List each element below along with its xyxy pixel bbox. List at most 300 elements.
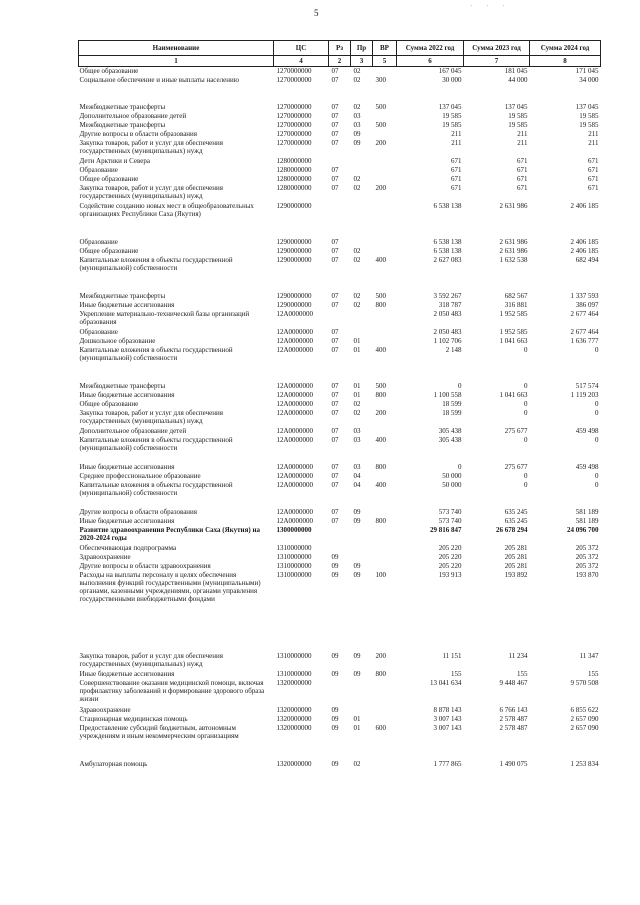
row-rz: 07 <box>331 435 339 444</box>
row-rz: 09 <box>331 669 339 678</box>
row-cs: 12А0000000 <box>276 480 314 489</box>
table-header-row <box>79 41 601 56</box>
row-name: Капитальные вложения в объекты государственной (муниципальной) собственности <box>79 255 233 272</box>
row-pr: 02 <box>353 399 361 408</box>
table-row <box>79 130 601 139</box>
row-name: Образование <box>79 327 118 336</box>
row-sum-2022: 18 599 <box>442 408 462 417</box>
row-pr: 02 <box>353 759 361 768</box>
row-vr <box>373 337 397 346</box>
row-sum-2024: 1 337 593 <box>570 291 599 300</box>
row-pr: 01 <box>353 390 361 399</box>
row-sum-2022: 3 007 143 <box>433 723 462 732</box>
row-rz: 09 <box>331 723 339 732</box>
row-sum-2023: 635 245 <box>504 516 528 525</box>
row-vr: 200 <box>375 183 386 192</box>
row-sum-2023: 19 585 <box>508 120 528 129</box>
row-name: Межбюджетные трансферты <box>79 291 166 300</box>
row-cs: 1290000000 <box>276 201 312 210</box>
row-pr: 03 <box>353 111 361 120</box>
row-sum-2022: 2 627 083 <box>433 255 462 264</box>
row-vr <box>373 130 397 139</box>
table-row <box>79 517 601 526</box>
row-name: Дошкольное образование <box>79 336 156 345</box>
row-sum-2023: 137 045 <box>504 102 528 111</box>
row-sum-2022: 211 <box>451 129 462 138</box>
row-cs: 1290000000 <box>276 255 312 264</box>
row-sum-2022: 8 878 143 <box>433 705 462 714</box>
table-row <box>79 292 601 301</box>
row-vr: 200 <box>375 138 386 147</box>
row-sum-2022: 137 045 <box>438 102 462 111</box>
row-name: Образование <box>79 237 118 246</box>
row-sum-2023: 671 <box>517 174 528 183</box>
row-pr <box>351 310 373 328</box>
row-name: Другие вопросы в области здравоохранения <box>79 561 211 570</box>
row-cs: 1310000000 <box>276 543 312 552</box>
row-pr: 09 <box>353 570 361 579</box>
row-vr: 200 <box>375 651 386 660</box>
row-sum-2024: 671 <box>588 174 599 183</box>
row-cs: 1280000000 <box>276 183 312 192</box>
row-rz: 09 <box>331 561 339 570</box>
row-cs: 1270000000 <box>276 120 312 129</box>
row-vr <box>373 472 397 481</box>
row-pr: 09 <box>353 651 361 660</box>
table-body <box>79 67 601 769</box>
row-vr: 800 <box>375 300 386 309</box>
row-sum-2023: 193 892 <box>504 570 528 579</box>
row-name: Дополнительное образование детей <box>79 426 187 435</box>
row-sum-2022: 3 592 267 <box>433 291 462 300</box>
row-sum-2022: 205 220 <box>438 561 462 570</box>
row-sum-2024: 24 096 700 <box>567 525 599 534</box>
row-rz: 07 <box>331 246 339 255</box>
header-cs: ЦС <box>274 41 329 56</box>
row-sum-2024: 459 498 <box>575 462 599 471</box>
row-cs: 1280000000 <box>276 156 312 165</box>
row-rz: 07 <box>331 291 339 300</box>
row-pr: 03 <box>353 120 361 129</box>
row-name: Предоставление субсидий бюджетным, автономным учреждениям и иным некоммерческим организациям <box>79 723 239 740</box>
row-sum-2022: 205 220 <box>438 543 462 552</box>
row-vr <box>373 526 397 544</box>
row-cs: 12А0000000 <box>276 390 314 399</box>
row-cs: 1290000000 <box>276 300 312 309</box>
row-pr: 02 <box>353 300 361 309</box>
corner-marks: · · · <box>470 2 511 10</box>
row-rz: 07 <box>331 336 339 345</box>
row-pr: 01 <box>353 336 361 345</box>
row-sum-2023: 19 585 <box>508 111 528 120</box>
row-cs: 1270000000 <box>276 138 312 147</box>
row-rz <box>329 679 351 706</box>
row-rz <box>329 202 351 238</box>
table-row <box>79 256 601 292</box>
table-row <box>79 238 601 247</box>
table-row <box>79 139 601 157</box>
row-vr <box>373 562 397 571</box>
row-sum-2024: 211 <box>588 138 599 147</box>
row-name: Закупка товаров, работ и услуг для обеспечения государственных (муниципальных) нужд <box>79 408 223 425</box>
row-rz: 07 <box>331 507 339 516</box>
row-name: Другие вопросы в области образования <box>79 507 198 516</box>
row-name: Капитальные вложения в объекты государственной (муниципальной) собственности <box>79 345 233 362</box>
row-rz: 09 <box>331 570 339 579</box>
row-sum-2023: 211 <box>517 129 528 138</box>
row-cs: 12А0000000 <box>276 462 314 471</box>
row-cs: 12А0000000 <box>276 435 314 444</box>
row-sum-2024: 2 406 185 <box>570 201 599 210</box>
row-name: Другие вопросы в области образования <box>79 129 198 138</box>
row-sum-2024: 0 <box>595 480 599 489</box>
row-name: Капитальные вложения в объекты государственной (муниципальной) собственности <box>79 435 233 452</box>
row-rz: 09 <box>331 651 339 660</box>
table-row <box>79 562 601 571</box>
row-sum-2023: 6 766 143 <box>499 705 528 714</box>
row-rz: 07 <box>331 255 339 264</box>
row-pr: 02 <box>353 75 361 84</box>
row-sum-2024: 211 <box>588 129 599 138</box>
row-sum-2022: 167 045 <box>438 67 462 75</box>
row-sum-2023: 1 952 585 <box>499 309 528 318</box>
table-row <box>79 436 601 463</box>
row-pr: 02 <box>353 291 361 300</box>
table-row <box>79 67 601 76</box>
row-pr: 02 <box>353 67 361 75</box>
row-sum-2024: 155 <box>588 669 599 678</box>
row-sum-2023: 635 245 <box>504 507 528 516</box>
table-row <box>79 184 601 202</box>
row-cs: 12А0000000 <box>276 426 314 435</box>
row-vr <box>373 400 397 409</box>
row-vr: 300 <box>375 75 386 84</box>
row-sum-2024: 19 585 <box>579 120 599 129</box>
row-pr: 03 <box>353 462 361 471</box>
row-cs: 1280000000 <box>276 165 312 174</box>
row-vr: 800 <box>375 390 386 399</box>
row-sum-2024: 1 253 834 <box>570 759 599 768</box>
row-sum-2023: 671 <box>517 165 528 174</box>
row-sum-2022: 573 740 <box>438 516 462 525</box>
row-sum-2024: 2 406 185 <box>570 237 599 246</box>
row-rz <box>329 157 351 166</box>
row-name: Здравоохранение <box>79 705 131 714</box>
table-row <box>79 166 601 175</box>
row-rz: 07 <box>331 462 339 471</box>
header-sum-2024: Сумма 2024 год <box>530 41 601 56</box>
row-vr <box>373 157 397 166</box>
row-sum-2023: 2 631 986 <box>499 201 528 210</box>
row-name: Закупка товаров, работ и услуг для обеспечения государственных (муниципальных) нужд <box>79 651 223 668</box>
row-pr: 02 <box>353 255 361 264</box>
row-rz: 09 <box>331 759 339 768</box>
row-sum-2023: 0 <box>524 435 528 444</box>
row-pr: 09 <box>353 561 361 570</box>
row-sum-2024: 671 <box>588 156 599 165</box>
row-vr <box>373 310 397 328</box>
row-pr: 02 <box>353 102 361 111</box>
table-row <box>79 652 601 670</box>
row-sum-2022: 0 <box>458 462 462 471</box>
row-cs: 1320000000 <box>276 714 312 723</box>
row-sum-2024: 581 189 <box>575 507 599 516</box>
row-name: Расходы на выплаты персоналу в целях обеспечения выполнения функций государственными (муниципальными) органами, казенными учреждениями, органами управления государственными внебюджетными фондами <box>79 570 261 603</box>
row-name: Иные бюджетные ассигнования <box>79 300 175 309</box>
row-sum-2024: 205 372 <box>575 543 599 552</box>
row-pr <box>351 706 373 715</box>
row-sum-2024: 9 570 508 <box>570 678 599 687</box>
row-vr <box>373 112 397 121</box>
row-cs: 1310000000 <box>276 561 312 570</box>
row-sum-2022: 19 585 <box>442 111 462 120</box>
row-sum-2022: 18 599 <box>442 399 462 408</box>
row-sum-2023: 205 281 <box>504 561 528 570</box>
table-row <box>79 760 601 769</box>
row-cs: 12А0000000 <box>276 336 314 345</box>
row-sum-2024: 0 <box>595 345 599 354</box>
row-sum-2022: 305 438 <box>438 435 462 444</box>
header-sum-2022: Сумма 2022 год <box>397 41 464 56</box>
row-sum-2023: 682 567 <box>504 291 528 300</box>
table-row <box>79 328 601 337</box>
row-sum-2024: 0 <box>595 435 599 444</box>
row-vr <box>373 508 397 517</box>
row-sum-2023: 155 <box>517 669 528 678</box>
row-sum-2022: 671 <box>451 156 462 165</box>
row-sum-2023: 211 <box>517 138 528 147</box>
row-name: Общее образование <box>79 67 139 75</box>
row-pr: 02 <box>353 246 361 255</box>
table-row <box>79 301 601 310</box>
table-row <box>79 76 601 103</box>
table-row <box>79 310 601 328</box>
row-rz: 07 <box>331 129 339 138</box>
column-index: 6 <box>397 56 464 67</box>
row-sum-2023: 2 631 986 <box>499 246 528 255</box>
row-rz <box>329 526 351 544</box>
row-sum-2024: 0 <box>595 408 599 417</box>
row-rz: 07 <box>331 102 339 111</box>
row-cs: 1310000000 <box>276 570 312 579</box>
row-vr <box>373 715 397 724</box>
row-sum-2022: 155 <box>451 669 462 678</box>
table-row <box>79 571 601 652</box>
row-rz: 07 <box>331 408 339 417</box>
row-sum-2024: 137 045 <box>575 102 599 111</box>
row-name: Социальное обеспечение и иные выплаты населению <box>79 75 239 84</box>
row-name: Иные бюджетные ассигнования <box>79 516 175 525</box>
header-name: Наименование <box>79 41 274 56</box>
row-sum-2023: 0 <box>524 480 528 489</box>
row-sum-2023: 2 578 487 <box>499 714 528 723</box>
column-index: 3 <box>351 56 373 67</box>
row-vr <box>373 706 397 715</box>
row-name: Общее образование <box>79 246 139 255</box>
row-cs: 1290000000 <box>276 246 312 255</box>
row-sum-2022: 6 538 138 <box>433 237 462 246</box>
table-row <box>79 670 601 679</box>
row-sum-2022: 305 438 <box>438 426 462 435</box>
table-row <box>79 715 601 724</box>
table-row <box>79 679 601 706</box>
row-sum-2022: 29 816 847 <box>430 525 462 534</box>
row-sum-2023: 275 677 <box>504 462 528 471</box>
row-sum-2024: 11 347 <box>579 651 599 660</box>
row-vr: 400 <box>375 345 386 354</box>
row-vr: 400 <box>375 435 386 444</box>
row-rz: 07 <box>331 165 339 174</box>
row-sum-2023: 0 <box>524 399 528 408</box>
row-cs: 1310000000 <box>276 651 312 660</box>
row-vr: 800 <box>375 669 386 678</box>
row-sum-2022: 3 007 143 <box>433 714 462 723</box>
column-index-row <box>79 56 601 67</box>
row-sum-2024: 386 097 <box>575 300 599 309</box>
row-vr: 800 <box>375 462 386 471</box>
row-sum-2023: 1 632 538 <box>499 255 528 264</box>
row-vr <box>373 238 397 247</box>
row-sum-2022: 1 777 865 <box>433 759 462 768</box>
row-rz: 07 <box>331 327 339 336</box>
row-pr: 01 <box>353 381 361 390</box>
row-cs: 1270000000 <box>276 129 312 138</box>
row-cs: 1320000000 <box>276 723 312 732</box>
column-index: 1 <box>79 56 274 67</box>
row-pr: 02 <box>353 174 361 183</box>
row-pr: 01 <box>353 714 361 723</box>
row-rz: 07 <box>331 174 339 183</box>
header-pr: Пр <box>351 41 373 56</box>
table-row <box>79 481 601 508</box>
row-vr: 500 <box>375 120 386 129</box>
row-sum-2023: 1 041 663 <box>499 336 528 345</box>
row-sum-2023: 0 <box>524 408 528 417</box>
row-rz: 07 <box>331 138 339 147</box>
row-rz: 07 <box>331 75 339 84</box>
row-sum-2023: 0 <box>524 381 528 390</box>
row-sum-2024: 34 000 <box>579 75 599 84</box>
page-number: 5 <box>314 8 319 18</box>
row-name: Здравоохранение <box>79 552 131 561</box>
row-vr: 400 <box>375 255 386 264</box>
row-pr: 09 <box>353 669 361 678</box>
table-row <box>79 526 601 544</box>
column-index: 8 <box>530 56 601 67</box>
row-sum-2023: 205 281 <box>504 552 528 561</box>
row-vr <box>373 760 397 769</box>
row-sum-2023: 316 881 <box>504 300 528 309</box>
row-sum-2022: 318 787 <box>438 300 462 309</box>
row-sum-2022: 671 <box>451 183 462 192</box>
header-rz: Рз <box>329 41 351 56</box>
row-sum-2023: 205 281 <box>504 543 528 552</box>
row-sum-2022: 1 102 706 <box>433 336 462 345</box>
row-vr: 600 <box>375 723 386 732</box>
table-row <box>79 103 601 112</box>
row-sum-2022: 50 000 <box>442 480 462 489</box>
row-sum-2024: 1 119 203 <box>570 390 599 399</box>
row-cs: 1320000000 <box>276 705 312 714</box>
row-pr: 04 <box>353 480 361 489</box>
row-sum-2023: 26 678 294 <box>496 525 528 534</box>
header-sum-2023: Сумма 2023 год <box>464 41 530 56</box>
row-name: Общее образование <box>79 399 139 408</box>
row-vr <box>373 427 397 436</box>
row-pr <box>351 679 373 706</box>
row-vr <box>373 202 397 238</box>
row-sum-2022: 0 <box>458 381 462 390</box>
row-pr <box>351 553 373 562</box>
row-vr: 800 <box>375 516 386 525</box>
row-rz: 07 <box>331 390 339 399</box>
row-cs: 1270000000 <box>276 75 312 84</box>
row-pr <box>351 166 373 175</box>
row-name: Дети Арктики и Севера <box>79 156 150 165</box>
row-pr <box>351 238 373 247</box>
row-vr: 500 <box>375 102 386 111</box>
row-name: Иные бюджетные ассигнования <box>79 390 175 399</box>
row-pr: 09 <box>353 507 361 516</box>
row-name: Межбюджетные трансферты <box>79 381 166 390</box>
row-cs: 1270000000 <box>276 102 312 111</box>
row-cs: 12А0000000 <box>276 327 314 336</box>
row-sum-2024: 171 045 <box>575 67 599 75</box>
row-vr <box>373 328 397 337</box>
row-vr <box>373 679 397 706</box>
row-sum-2024: 2 677 464 <box>570 327 599 336</box>
row-name: Укрепление материально-технической базы организаций образования <box>79 309 250 326</box>
row-sum-2024: 0 <box>595 471 599 480</box>
column-index: 5 <box>373 56 397 67</box>
table-row <box>79 427 601 436</box>
row-sum-2024: 2 406 185 <box>570 246 599 255</box>
row-pr: 09 <box>353 516 361 525</box>
row-cs: 1270000000 <box>276 67 312 75</box>
row-name: Капитальные вложения в объекты государственной (муниципальной) собственности <box>79 480 233 497</box>
row-name: Общее образование <box>79 174 139 183</box>
row-vr: 200 <box>375 408 386 417</box>
row-pr <box>351 157 373 166</box>
table-row <box>79 463 601 472</box>
row-sum-2024: 1 636 777 <box>570 336 599 345</box>
row-rz: 09 <box>331 552 339 561</box>
row-sum-2024: 671 <box>588 183 599 192</box>
row-sum-2023: 9 448 467 <box>499 678 528 687</box>
row-vr <box>373 553 397 562</box>
table-row <box>79 157 601 166</box>
row-name: Обеспечивающая подпрограмма <box>79 543 177 552</box>
row-rz: 07 <box>331 399 339 408</box>
row-sum-2024: 205 372 <box>575 561 599 570</box>
row-rz: 09 <box>331 714 339 723</box>
row-sum-2023: 0 <box>524 471 528 480</box>
row-sum-2023: 11 234 <box>508 651 528 660</box>
budget-table <box>78 40 601 769</box>
row-name: Иные бюджетные ассигнования <box>79 462 175 471</box>
row-vr <box>373 544 397 553</box>
row-name: Межбюджетные трансферты <box>79 102 166 111</box>
row-name: Дополнительное образование детей <box>79 111 187 120</box>
row-rz: 07 <box>331 300 339 309</box>
row-sum-2024: 517 574 <box>575 381 599 390</box>
column-index: 7 <box>464 56 530 67</box>
row-cs: 1310000000 <box>276 669 312 678</box>
row-cs: 12А0000000 <box>276 516 314 525</box>
row-name: Стационарная медицинская помощь <box>79 714 188 723</box>
row-name: Совершенствование оказания медицинской помощи, включая профилактику заболеваний и формирование здорового образа жизни <box>79 678 265 703</box>
row-name: Иные бюджетные ассигнования <box>79 669 175 678</box>
